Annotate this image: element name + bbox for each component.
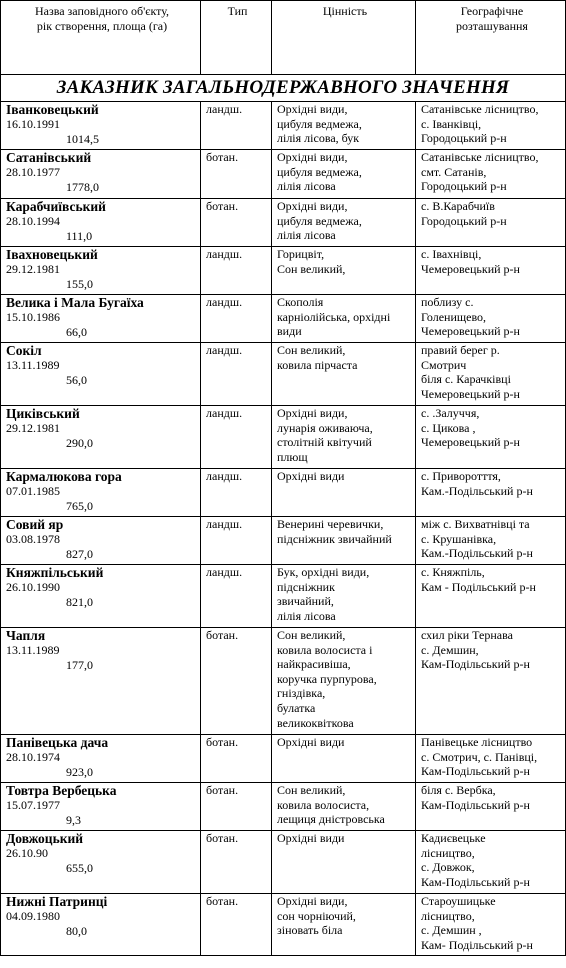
- reserve-name: Чапля: [6, 628, 46, 643]
- reserve-name: Іванковецький: [6, 102, 99, 117]
- cell-location: [416, 783, 566, 831]
- value-line: підсніжник: [277, 579, 335, 594]
- value-line: ковила волосиста і: [277, 642, 373, 657]
- header-name: [1, 1, 201, 75]
- cell-location: [416, 150, 566, 199]
- value-line: цибуля ведмежа,: [277, 116, 362, 131]
- location-line: схил ріки Тернава: [421, 628, 513, 642]
- creation-date: 26.10.1990: [6, 580, 60, 594]
- cell-location: [416, 565, 566, 628]
- value-line: лещиця дністровська: [277, 812, 385, 827]
- value-line: гніздівка,: [277, 686, 326, 701]
- cell-name: [1, 565, 201, 628]
- location-line: Сатанівське лісництво,: [421, 102, 539, 116]
- table-body: [1, 1, 566, 956]
- cell-name: [1, 628, 201, 735]
- value-line: лунарія оживаюча,: [277, 420, 373, 435]
- table-row: [1, 343, 566, 406]
- value-line: Орхідні види,: [277, 406, 348, 420]
- table-row: [1, 247, 566, 295]
- location-line: Староушицьке: [421, 894, 496, 908]
- reserve-name: Панівецька дача: [6, 735, 109, 750]
- header-text-line: Географічне: [460, 4, 524, 18]
- table-row: [1, 565, 566, 628]
- location-line: с. Княжпіль,: [421, 565, 485, 579]
- cell-location: [416, 295, 566, 343]
- cell-name: [1, 295, 201, 343]
- value-line: ковила пірчаста: [277, 357, 358, 372]
- location-line: Городоцький р-н: [421, 179, 507, 194]
- area-ha: 155,0: [66, 276, 93, 291]
- location-line: с. .Залуччя,: [421, 406, 480, 420]
- value-line: сон чорніючий,: [277, 908, 356, 923]
- cell-value: [272, 102, 416, 150]
- creation-date: 28.10.1994: [6, 214, 60, 228]
- location-line: Чемеровецький р-н: [421, 386, 520, 401]
- creation-date: 28.10.1977: [6, 165, 60, 179]
- value-line: зіновать біла: [277, 923, 343, 938]
- value-line: великоквіткова: [277, 715, 354, 730]
- value-line: Орхідні види: [277, 831, 345, 845]
- location-line: між с. Вихватнівці та: [421, 517, 530, 531]
- location-line: Смотрич: [421, 357, 467, 372]
- area-ha: 9,3: [66, 812, 81, 827]
- cell-value: [272, 894, 416, 956]
- area-ha: 56,0: [66, 372, 87, 387]
- value-line: Бук, орхідні види,: [277, 565, 370, 579]
- cell-value: [272, 783, 416, 831]
- cell-value: [272, 295, 416, 343]
- area-ha: 765,0: [66, 498, 93, 513]
- header-text-line: Тип: [227, 4, 248, 18]
- location-line: біля с. Вербка,: [421, 783, 496, 797]
- table-row: [1, 469, 566, 517]
- reserve-name: Нижні Патринці: [6, 894, 108, 909]
- area-ha: 80,0: [66, 923, 87, 938]
- cell-value: [272, 343, 416, 406]
- cell-type: ландш.: [201, 565, 272, 628]
- creation-date: 13.11.1989: [6, 643, 60, 657]
- cell-name: [1, 783, 201, 831]
- reserve-name: Сокіл: [6, 343, 42, 358]
- header-text-line: Назва заповідного об'єкту,: [34, 4, 170, 18]
- creation-date: 13.11.1989: [6, 358, 60, 372]
- reserve-name: Івахновецький: [6, 247, 98, 262]
- cell-name: [1, 469, 201, 517]
- value-line: підсніжник звичайний: [277, 531, 392, 546]
- value-line: звичайний,: [277, 594, 334, 609]
- header-location: [416, 1, 566, 75]
- location-line: с. Демшин ,: [421, 923, 482, 938]
- cell-location: [416, 735, 566, 783]
- cell-location: [416, 199, 566, 247]
- header-value: [272, 1, 416, 75]
- value-line: Орхідні види,: [277, 894, 348, 908]
- location-line: с. Іванківці,: [421, 116, 482, 131]
- location-line: Кадиєвецьке: [421, 831, 486, 845]
- header-text-line: Цінність: [322, 4, 368, 18]
- location-line: Голенищево,: [421, 309, 487, 324]
- location-line: с. Цикова ,: [421, 420, 476, 435]
- location-line: с. Приворотття,: [421, 469, 501, 483]
- reserve-name: Товтра Вербецька: [6, 783, 117, 798]
- value-line: коручка пурпурова,: [277, 671, 377, 686]
- cell-name: [1, 406, 201, 469]
- cell-type: ландш.: [201, 469, 272, 517]
- reserve-name: Княжпільський: [6, 565, 104, 580]
- location-line: Кам- Подільський р-н: [421, 937, 533, 952]
- value-line: лілія лісова, бук: [277, 131, 360, 146]
- table-row: [1, 735, 566, 783]
- table-row: [1, 517, 566, 565]
- cell-name: [1, 517, 201, 565]
- cell-type: ландш.: [201, 517, 272, 565]
- location-line: с. Довжок,: [421, 860, 475, 875]
- cell-type: ландш.: [201, 295, 272, 343]
- area-ha: 827,0: [66, 546, 93, 561]
- location-line: Чемеровецький р-н: [421, 435, 520, 450]
- value-line: Орхідні види,: [277, 199, 348, 213]
- value-line: Сон великий,: [277, 783, 346, 797]
- area-ha: 290,0: [66, 435, 93, 450]
- table-row: [1, 628, 566, 735]
- cell-value: [272, 735, 416, 783]
- creation-date: 29.12.1981: [6, 262, 60, 276]
- area-ha: 66,0: [66, 324, 87, 339]
- value-line: булатка: [277, 700, 316, 715]
- value-line: Скополія: [277, 295, 324, 309]
- table-row: [1, 406, 566, 469]
- cell-type: ботан.: [201, 783, 272, 831]
- location-line: поблизу с.: [421, 295, 474, 309]
- location-line: Кам-Подільський р-н: [421, 874, 530, 889]
- cell-location: [416, 102, 566, 150]
- location-line: лісництво,: [421, 845, 475, 860]
- cell-location: [416, 247, 566, 295]
- location-line: Городоцький р-н: [421, 131, 507, 146]
- area-ha: 1014,5: [66, 131, 99, 146]
- table-row: [1, 295, 566, 343]
- header-type: [201, 1, 272, 75]
- location-line: Городоцький р-н: [421, 213, 507, 228]
- value-line: Сон великий,: [277, 343, 346, 357]
- table-row: [1, 199, 566, 247]
- creation-date: 15.10.1986: [6, 310, 60, 324]
- cell-value: [272, 517, 416, 565]
- location-line: с. Крушанівка,: [421, 531, 497, 546]
- cell-type: ботан.: [201, 894, 272, 956]
- reserve-name: Циківський: [6, 406, 80, 421]
- cell-value: [272, 247, 416, 295]
- cell-name: [1, 150, 201, 199]
- value-line: плющ: [277, 449, 308, 464]
- location-line: Сатанівське лісництво,: [421, 150, 539, 164]
- cell-value: [272, 406, 416, 469]
- cell-location: [416, 343, 566, 406]
- cell-type: ландш.: [201, 247, 272, 295]
- cell-name: [1, 735, 201, 783]
- cell-type: ландш.: [201, 343, 272, 406]
- value-line: Орхідні види: [277, 469, 345, 483]
- header-text-line: розташування: [456, 18, 528, 33]
- cell-name: [1, 247, 201, 295]
- location-line: Чемеровецький р-н: [421, 324, 520, 339]
- section-row: [1, 75, 566, 102]
- area-ha: 923,0: [66, 764, 93, 779]
- location-line: смт. Сатанів,: [421, 164, 487, 179]
- creation-date: 07.01.1985: [6, 484, 60, 498]
- location-line: Кам.-Подільський р-н: [421, 483, 533, 498]
- location-line: с. В.Карабчиїв: [421, 199, 495, 213]
- area-ha: 177,0: [66, 657, 93, 672]
- reserve-name: Велика і Мала Бугаїха: [6, 295, 144, 310]
- value-line: цибуля ведмежа,: [277, 164, 362, 179]
- creation-date: 26.10.90: [6, 846, 48, 860]
- cell-name: [1, 199, 201, 247]
- cell-location: [416, 517, 566, 565]
- creation-date: 15.07.1977: [6, 798, 60, 812]
- creation-date: 03.08.1978: [6, 532, 60, 546]
- location-line: Чемеровецький р-н: [421, 261, 520, 276]
- value-line: Венерині черевички,: [277, 517, 384, 531]
- value-line: цибуля ведмежа,: [277, 213, 362, 228]
- cell-type: ландш.: [201, 406, 272, 469]
- value-line: Сон великий,: [277, 261, 346, 276]
- value-line: столітній квітучий: [277, 435, 372, 450]
- value-line: найкрасивіша,: [277, 657, 351, 672]
- cell-type: ботан.: [201, 628, 272, 735]
- value-line: види: [277, 324, 302, 339]
- location-line: с. Івахнівці,: [421, 247, 482, 261]
- location-line: біля с. Карачківці: [421, 372, 511, 387]
- cell-value: [272, 150, 416, 199]
- area-ha: 821,0: [66, 594, 93, 609]
- section-title: ЗАКАЗНИК ЗАГАЛЬНОДЕРЖАВНОГО ЗНАЧЕННЯ: [1, 75, 566, 102]
- cell-value: [272, 469, 416, 517]
- value-line: Горицвіт,: [277, 247, 325, 261]
- area-ha: 1778,0: [66, 179, 99, 194]
- cell-type: ботан.: [201, 150, 272, 199]
- cell-type: ботан.: [201, 199, 272, 247]
- value-line: лілія лісова: [277, 179, 336, 194]
- location-line: Кам - Подільський р-н: [421, 579, 536, 594]
- location-line: Кам-Подільський р-н: [421, 764, 530, 779]
- cell-type: ботан.: [201, 831, 272, 894]
- creation-date: 28.10.1974: [6, 750, 60, 764]
- location-line: с. Демшин,: [421, 642, 479, 657]
- cell-value: [272, 199, 416, 247]
- location-line: Панівецьке лісництво: [421, 735, 533, 749]
- table-row: [1, 102, 566, 150]
- cell-location: [416, 469, 566, 517]
- cell-location: [416, 894, 566, 956]
- value-line: Орхідні види,: [277, 150, 348, 164]
- header-text-line: рік створення, площа (га): [36, 18, 168, 33]
- creation-date: 16.10.1991: [6, 117, 60, 131]
- area-ha: 655,0: [66, 860, 93, 875]
- reserve-name: Карабчиївський: [6, 199, 106, 214]
- table-row: [1, 894, 566, 956]
- cell-location: [416, 831, 566, 894]
- reserve-name: Довжоцький: [6, 831, 84, 846]
- cell-location: [416, 406, 566, 469]
- location-line: Кам-Подільський р-н: [421, 797, 530, 812]
- cell-name: [1, 343, 201, 406]
- creation-date: 04.09.1980: [6, 909, 60, 923]
- location-line: правий берег р.: [421, 343, 500, 357]
- value-line: Орхідні види: [277, 735, 345, 749]
- cell-type: ландш.: [201, 102, 272, 150]
- reserve-name: Сатанівський: [6, 150, 92, 165]
- value-line: ковила волосиста,: [277, 797, 370, 812]
- cell-value: [272, 831, 416, 894]
- location-line: Кам-Подільський р-н: [421, 657, 530, 672]
- creation-date: 29.12.1981: [6, 421, 60, 435]
- cell-name: [1, 894, 201, 956]
- location-line: с. Смотрич, с. Панівці,: [421, 749, 538, 764]
- header-row: [1, 1, 566, 75]
- table-row: [1, 150, 566, 199]
- location-line: Кам.-Подільський р-н: [421, 546, 533, 561]
- value-line: лілія лісова: [277, 228, 336, 243]
- cell-name: [1, 102, 201, 150]
- cell-value: [272, 565, 416, 628]
- cell-location: [416, 628, 566, 735]
- table-row: [1, 783, 566, 831]
- reserve-name: Совий яр: [6, 517, 64, 532]
- area-ha: 111,0: [66, 228, 93, 243]
- value-line: Сон великий,: [277, 628, 346, 642]
- cell-name: [1, 831, 201, 894]
- value-line: лілія лісова: [277, 608, 336, 623]
- cell-value: [272, 628, 416, 735]
- location-line: лісництво,: [421, 908, 475, 923]
- value-line: Орхідні види,: [277, 102, 348, 116]
- table-row: [1, 831, 566, 894]
- value-line: карніолійська, орхідні: [277, 309, 391, 324]
- reserve-name: Кармалюкова гора: [6, 469, 122, 484]
- cell-type: ботан.: [201, 735, 272, 783]
